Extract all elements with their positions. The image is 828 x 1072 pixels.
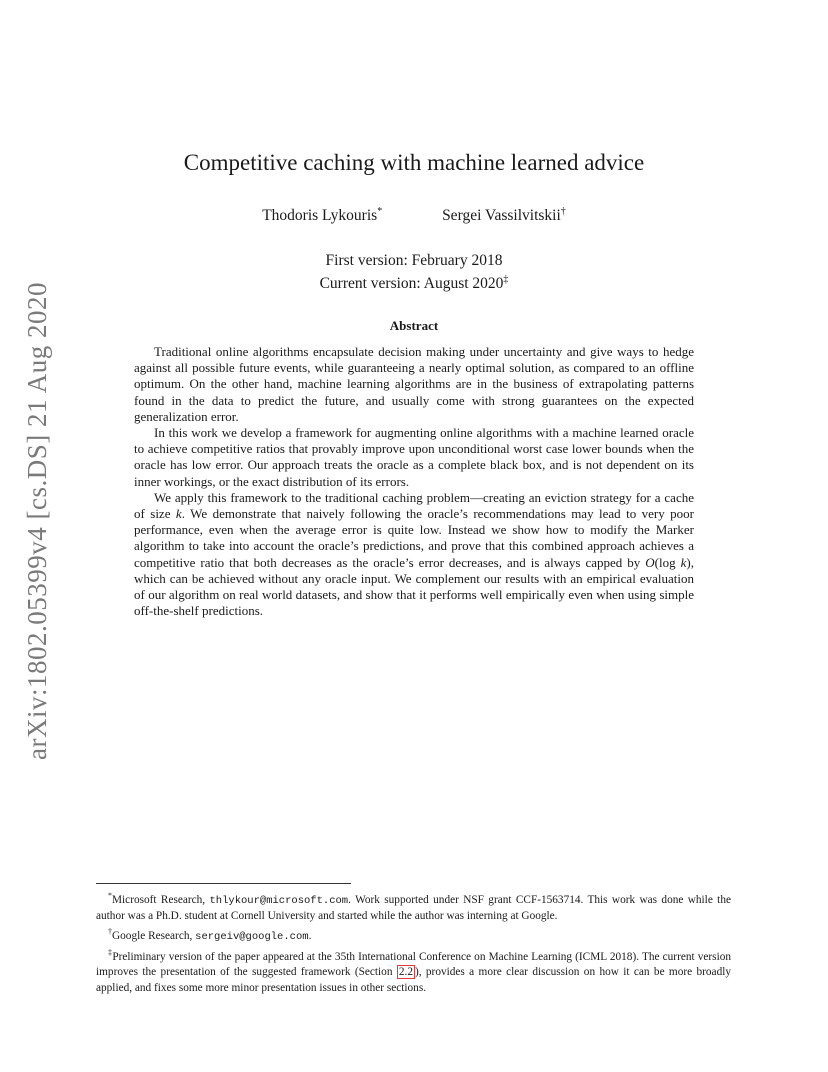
section-reference-link[interactable]: 2.2 bbox=[398, 966, 413, 979]
author-list bbox=[0, 206, 828, 225]
text-run: We apply this framework to the traditional caching problem—creating an eviction strategy for a cache of size bbox=[134, 489, 694, 522]
text-run: . Work supported under NSF grant CCF-1563714. This work was done while the author was a Ph.D. student at Cornell University and started while the author was interning at Google. bbox=[96, 893, 731, 923]
paper-title: Competitive caching with machine learned advice bbox=[183, 150, 645, 175]
footnote-mark: ‡ bbox=[108, 948, 113, 958]
footnotes bbox=[96, 888, 731, 996]
author-name: Thodoris Lykouris bbox=[262, 207, 378, 225]
footnote-mark: * bbox=[108, 891, 112, 900]
footnote-2 bbox=[96, 924, 731, 945]
current-version: Current version: August 2020 bbox=[319, 275, 504, 293]
math-log: (log bbox=[654, 554, 681, 570]
text-run: Preliminary version of the paper appeared at the 35th International Conference on Machine Learning (ICML 2018). The current version improves the presentation of the suggested framework (Section bbox=[96, 951, 732, 979]
abstract-paragraph-3 bbox=[134, 490, 694, 620]
abstract-heading: Abstract bbox=[389, 318, 439, 333]
text-run: . We demonstrate that naively following the oracle’s recommendations may lead to very poor performance, even when the average error is quite low. Instead we show how to modify the Marker algorithm to take into account the oracle’s predictions, and prove that this combined approach achieves a competitive ratio that both decreases as the oracle’s error decreases, and is always capped by bbox=[134, 506, 695, 570]
first-version: First version: February 2018 bbox=[325, 252, 503, 269]
author-footnote-mark: † bbox=[560, 206, 566, 217]
footnote-mark: † bbox=[108, 927, 112, 937]
current-version-line bbox=[0, 270, 828, 293]
footnote-divider bbox=[96, 883, 351, 884]
math-k: k bbox=[680, 554, 687, 570]
abstract-paragraph-2: In this work we develop a framework for augmenting online algorithms with a machine learned oracle to achieve competitive ratios that provably improve upon unconditional worst case lower bounds when the oracle has low error. Our approach treats the oracle as a complete black box, and is not dependent on its inner workings, or the exact distribution of its errors. bbox=[134, 425, 694, 489]
email-link[interactable]: thlykour@microsoft.com bbox=[209, 894, 349, 907]
footnote-1 bbox=[96, 888, 731, 924]
version-info bbox=[0, 251, 828, 293]
text-run: Microsoft Research, bbox=[112, 893, 210, 906]
math-k: k bbox=[175, 506, 182, 522]
email-link[interactable]: sergeiv@google.com bbox=[195, 931, 309, 944]
footnote-3 bbox=[96, 945, 731, 996]
arxiv-identifier: arXiv:1802.05399v4 [cs.DS] 21 Aug 2020 bbox=[22, 282, 52, 760]
version-footnote-mark: ‡ bbox=[503, 274, 509, 285]
text-run: ), provides a more clear discussion on how it can be more broadly applied, and fixes some more minor presentation issues in other sections. bbox=[96, 966, 732, 994]
text-run: Google Research, bbox=[112, 930, 196, 943]
text-run: ), which can be achieved without any oracle input. We complement our results with an empirical evaluation of our algorithm on real world datasets, and show that it performs well empirically even when using simple off-the-shelf predictions. bbox=[134, 554, 694, 619]
abstract-paragraph-1: Traditional online algorithms encapsulate decision making under uncertainty and give ways to hedge against all possible future events, while guaranteeing a nearly optimal solution, as compared to an offline optimum. On the other hand, machine learning algorithms are in the business of extrapolating patterns found in the data to predict the future, and usually come with strong guarantees on the expected generalization error. bbox=[134, 344, 694, 424]
abstract-body bbox=[134, 344, 694, 619]
math-big-o: O bbox=[645, 554, 655, 570]
author-footnote-mark: * bbox=[377, 206, 383, 217]
author-name: Sergei Vassilvitskii bbox=[442, 207, 561, 225]
text-run: . bbox=[308, 930, 312, 943]
author-vassilvitskii bbox=[442, 206, 566, 225]
author-lykouris bbox=[262, 206, 382, 225]
